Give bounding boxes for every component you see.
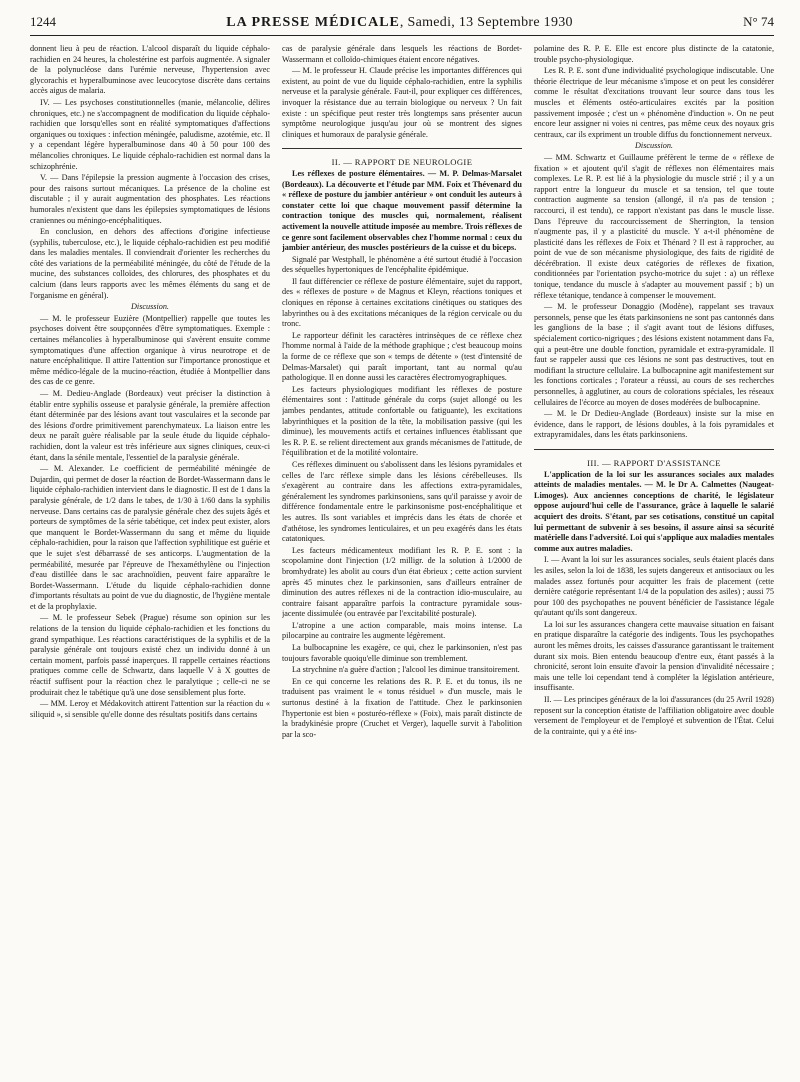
paragraph: Signalé par Westphall, le phénomène a été surtout étudié à l'occasion des séquelles hypertoniques de l'encéphalite épidémique.: [282, 254, 522, 275]
discussion-heading: Discussion.: [131, 302, 169, 312]
paragraph: cas de paralysie générale dans lesquels les réactions de Bordet-Wassermann et colloïdo-chimiques étaient encore négatives.: [282, 44, 522, 64]
paragraph: La strychnine n'a guère d'action ; l'alcool les diminue transitoirement.: [292, 665, 520, 675]
page-header: [30, 14, 774, 36]
paragraph: Il faut différencier ce réflexe de posture élémentaire, sujet du rapport, des « réflexes de posture » de Magnus et Kleyn, réactions toniques et cloniques en réponse à certaines excitations cinétiques ou statiques des labyrinthes ou à des excitations mécaniques de la région cervicale ou du tronc.: [282, 276, 522, 329]
paragraph: Les R. P. E. sont d'une individualité psychologique indiscutable. Une théorie électrique de leur mécanisme s'impose et on peut les considérer comme le résultat d'excitations trouvant leur source dans tous les muscles et éléments ostéo-articulaires excités par la position passivement imposée ; c'est un « phénomène d'induction ». On ne peut encore leur assigner ni voies ni centres, pas même ceux des noyaux gris centraux, car ils expriment un trouble diffus du fonctionnement nerveux.: [534, 66, 774, 139]
masthead: LA PRESSE MÉDICALE, Samedi, 13 Septembre 1930: [226, 15, 573, 30]
paragraph: — M. le professeur Sebek (Prague) résume son opinion sur les relations de la tension du liquide céphalo-rachidien et les fonctions du grand sympathique. Les réactions caractéristiques de la syphilis et de la paralysie générale ont toujours existé chez un individu donné à un certain moment, parfois passé inaperçues. Il rappelle certaines réactions pratiques comme celle de Schwartz, dans laquelle V à X gouttes de réactif suffisent pour la réaction chez le paralytique ; celle-ci ne se produirait chez le tabétique qu'à une dose sensiblement plus forte.: [30, 613, 270, 697]
paragraph: Ces réflexes diminuent ou s'abolissent dans les lésions pyramidales et celles de l'arc réflexe simple dans les lésions cérébelleuses. Ils s'exagèrent au contraire dans les affections extra-pyramidales, généralement les syndromes parkinsoniens, sans qu'il paraisse y avoir de différence fondamentale entre le parkinsonisme post-encéphalitique et les autres. Ils sont variables et imprécis dans les états de chorée et d'athétose, les syndromes lenticulaires, et un peu exagérés dans les états catatoniques.: [282, 459, 522, 544]
section-divider: [534, 449, 774, 450]
section-heading: II. — RAPPORT DE NEUROLOGIE: [331, 157, 473, 168]
discussion-heading: Discussion.: [635, 141, 673, 151]
paragraph: La bulbocapnine les exagère, ce qui, chez le parkinsonien, n'est pas toujours favorable quoiqu'elle diminue son tremblement.: [282, 643, 522, 663]
paragraph: L'atropine a une action comparable, mais moins intense. La pilocarpine au contraire les augmente légèrement.: [282, 620, 522, 641]
journal-title: LA PRESSE MÉDICALE: [226, 15, 400, 30]
paragraph-lead: L'application de la loi sur les assurances sociales aux malades atteints de maladies mentales. — M. le Dr A. Calmettes (Naugeat-Limoges). Aux anciennes conceptions de charité, le législateur oppose aujourd'hui celle de l'assurance, grâce à laquelle le salarié acquiert des droits. S'étant, par ses cotisations, constitué un capital lui permettant de subvenir à ses besoins, il assure ainsi sa sécurité matérielle dans l'adversité. Loi qui s'applique aux maladies mentales comme aux autres maladies.: [534, 469, 774, 553]
paragraph: — M. le professeur Euzière (Montpellier) rappelle que toutes les psychoses doivent être soupçonnées d'être symptomatiques. Exemple : certaines mélancolies à hyperalbuminose qui s'avèrent ensuite comme symptomatiques d'une affection organique à virus neurotrope et de nature encéphalitique. Il attire l'attention sur l'importance pronostique et même médico-légale de la mucino-réaction, étudiée à Montpellier dans des cas de ce genre.: [30, 313, 270, 387]
text-columns: [30, 44, 774, 1074]
paragraph: En conclusion, en dehors des affections d'origine infectieuse (syphilis, tuberculose, etc.), le liquide céphalo-rachidien est peu modifié dans les maladies mentales. Il conviendrait d'orienter les recherches du côté des variations de la perméabilité méningée, du côté de l'étude de la mucine, des substances colloïdes, des chlorures, des phosphates et du calcium (dans leurs rapports avec les mêmes éléments du sang et de l'organisme en général).: [30, 227, 270, 300]
paragraph: I. — Avant la loi sur les assurances sociales, seuls étaient placés dans les asiles, selon la loi de 1838, les sujets dangereux et antisociaux ou les malades assez fortunés pour acquitter les frais de placement (cette dernière catégorie représentant 1/4 de la population des asiles) ; aussi 75 pour 100 des psychopathes ne pouvent bénéficier de l'assistance légale qu'autant qu'ils sont dangereux.: [534, 555, 774, 618]
page-number: 1244: [30, 14, 56, 29]
paragraph: — M. le professeur H. Claude précise les importantes différences qui existent, au point de vue du liquide céphalo-rachidien, entre la syphilis nerveuse et la paralysie générale. Faut-il, pour expliquer ces différences, invoquer la résistance due au terrain biologique ou nerveux ? Un fait existe : un spécifique peut rester très longtemps sans présenter aucun symptôme neurologique jusqu'au jour où se montrent des signes cliniques et humoraux de paralysie générale.: [282, 66, 522, 139]
paragraph: — M. le professeur Donaggio (Modène), rappelant ses travaux personnels, pense que les états parkinsoniens ne sont pas cantonnés dans les ganglions de la base ; il s'agit avant tout de lésions diffuses, spécialement cortico-nigriques ; des lésions existent notamment dans Fa, qui a peut-être une double fonction, pyramidale et extra-pyramidale. Il faut se rappeler aussi que ces lésions ne sont pas destructives, tout en modifiant la structure cellulaire. La bulbocapnine agit manifestement sur les fonctions corticales ; l'orateur a réussi, au cours de ses recherches personnelles, à agglutiner, au cours de colorations spéciales, les réseaux cellulaires de l'écorce au moyen de doses modérées de bulbocapnine.: [534, 302, 774, 407]
paragraph: IV. — Les psychoses constitutionnelles (manie, mélancolie, délires chroniques, etc.) ne s'accompagnent de modification du liquide céphalo-rachidien que lorsqu'elles sont en réalité symptomatiques d'affections organiques ou toxiques : infection méningée, paludisme, azotémie, etc. Il y a cependant légère hyperalbuminose dans 40 à 50 pour 100 des mélancolies chroniques. Le liquide céphalo-rachidien est normal dans la schizophrénie.: [30, 97, 270, 171]
paragraph: Le rapporteur définit les caractères intrinsèques de ce réflexe chez l'homme normal à l'aide de la méthode graphique ; c'est beaucoup moins la forme de ce réflexe que son « temps de détente » (test d'intensité de Delmas-Marsalet) qui paraît important, tant au normal qu'au pathologique. Il en donne aussi les caractères électromyographiques.: [282, 330, 522, 383]
paragraph: — M. le Dr Dedieu-Anglade (Bordeaux) insiste sur la mise en évidence, dans le rapport, de lésions doubles, à la fois pyramidales et extrapyramidales, dans les états parkinsoniens.: [534, 409, 774, 440]
section-divider: [282, 148, 522, 149]
paragraph: II. — Les principes généraux de la loi d'assurances (du 25 Avril 1928) reposent sur la conception étatiste de l'affiliation obligatoire avec double versement de l'employeur et de l'employé et subvention de l'État. Celui de la contrainte, qui y a été ins-: [534, 695, 774, 736]
issue-number: N° 74: [743, 14, 774, 29]
paragraph: — MM. Leroy et Médakovitch attirent l'attention sur la réaction du « siliquid », si sensible qu'elle donne des résultats positifs dans certains: [30, 699, 270, 719]
paragraph: — M. Dedieu-Anglade (Bordeaux) veut préciser la distinction à établir entre syphilis osseuse et paralysie générale, la première affection étant déterminée par des lésions avant tout vasculaires et la seconde par des lésions d'ordre primitivement parenchymateux. La liaison entre les deux ne paraît guère réalisable par la seule étude du liquide céphalo-rachidien, dont la valeur est très inférieure aux signes cliniques, ceux-ci étant, dans la sénile mentale, l'essentiel de la paralysie générale.: [30, 389, 270, 462]
paragraph: — MM. Schwartz et Guillaume préfèrent le terme de « réflexe de fixation » et ajoutent qu'il s'agit de réflexes non élémentaires mais complexes. Le R. P. est lié à la physiologie du muscle strié ; il y a un rapport entre la longueur du muscle et sa tension, tel que toute contraction augmente sa tension (allongé, il n'a pas de tension ; raccourci, il est tendu), ce rapport n'existant pas dans le muscle lisse. Dans l'épreuve du raccourcissement de Sherrington, la tension n'augmente pas, il y a plasticité du muscle. Y a-t-il phénomène de plasticité dans les réflexes de Foix et Thénard ? Il est à rapprocher, au point de vue de son mécanisme physiologique, des faits de rigidité de décérébration. Il existe deux catégories de réflexes de fixation, conditionnées par l'orientation psycho-motrice du sujet : a) un réflexe tonique, tendance du muscle à s'adapter au mouvement passif ; b) un réflexe tétanique, tendance à compenser le mouvement.: [534, 152, 774, 300]
paragraph: Les facteurs physiologiques modifiant les réflexes de posture élémentaires sont : l'attitude générale du corps (sujet allongé ou les jambes pendantes, attitude confortable ou fatiguante), les excitations labyrinthiques et la position de la tête, la mobilisation passive (qui les diminue), les mouvements actifs et certaines influences établissant que les R. P. E. se relient directement aux grands mécanismes de l'attitude, de l'équilibration et de la motilité volontaire.: [282, 384, 522, 458]
column-1: [30, 44, 270, 1074]
paragraph: polamine des R. P. E. Elle est encore plus distincte de la catatonie, trouble psycho-physiologique.: [534, 44, 774, 64]
column-3: [534, 44, 774, 1074]
paragraph: Les facteurs médicamenteux modifiant les R. P. E. sont : la scopolamine dont l'injection (1/2 milligr. de la solution à 1/2000 de bromhydrate) les abolit au cours d'un état ébrieux ; cette action survient après 45 minutes chez le parkinsonien, sans d'ailleurs entraîner de diminution des autres réflexes ni de la contraction idio-musculaire, au contraire faisant apparaître parfois la contracture pyramidale sous-jacente dissimulée (ou entravée par l'excitabilité posturale).: [282, 545, 522, 619]
paragraph: donnent lieu à peu de réaction. L'alcool disparaît du liquide céphalo-rachidien en 24 heures, la cholestérine est parfois augmentée. A signaler de la polynucléose dans l'urémie nerveuse, l'hypertension avec glycorachis et hyperalbuminose avec leucocytose discrète dans certains accès aigus de malaria.: [30, 44, 270, 96]
paragraph: V. — Dans l'épilepsie la pression augmente à l'occasion des crises, pour des raisons surtout mécaniques. La présence de la choline est discutable ; il y aurait augmentation des phosphates. Les réactions humorales n'existent que dans les épilepsies symptomatiques de lésions craniennes ou méningo-encéphalitiques.: [30, 173, 270, 225]
section-heading: III. — RAPPORT D'ASSISTANCE: [587, 457, 721, 468]
paragraph-lead: Les réflexes de posture élémentaires. — M. P. Delmas-Marsalet (Bordeaux). La découverte et l'étude par MM. Foix et Thévenard du « réflexe de posture du jambier antérieur » ont conduit les auteurs à constater cette loi que chaque mouvement passif détermine la contraction tonique des muscles qui, normalement, réalisent activement la nouvelle attitude imposée au membre. Trois réflexes de ce genre sont facilement observables chez l'homme normal : ceux du jambier antérieur, des muscles postérieurs de la cuisse et du biceps.: [282, 168, 522, 253]
paragraph: La loi sur les assurances changera cette mauvaise situation en faisant en pratique disparaître la catégorie des indigents. Tous les psychopathes auront les mêmes droits, les caisses d'assurance garantissant le traitement durant six mois. Bien entendu beaucoup d'entre eux, étant passés à la chronicité, seront loin ensuite d'avoir la pension d'invalidité nécessaire ; mais une telle loi cependant tend à compléter la législation antérieure, insuffisante.: [534, 619, 774, 693]
issue-date: Samedi, 13 Septembre 1930: [407, 15, 573, 30]
paragraph: En ce qui concerne les relations des R. P. E. et du tonus, ils ne traduisent pas vraiment le « tonus résiduel » d'un muscle, mais le surtonus destiné à la fixation de l'attitude. Chez le parkinsonien l'hypertonie est bien « posturéo-réflexe » (Foix), mais paraît distincte de la bradykinésie propre (Cruchet et Verger), laquelle survit à l'abolition par la sco-: [282, 676, 522, 739]
paragraph: — M. Alexander. Le coefficient de perméabilité méningée de Dujardin, qui permet de doser la réaction de Bordet-Wassermann dans le liquide céphalo-rachidien intervient dans le diagnostic. Il est de 1 dans la paralysie générale, de 1/2 dans le tabes, de 1/30 à 1/60 dans la syphilis nerveuse. Dans certains cas de paralysie générale chez des sujets âgés et porteurs de symptômes de la série tabétique, cet index peut exister, alors que manquent le Bordet-Wassermann du sang et même du liquide céphalo-rachidien, pour la raison que l'affection syphilitique est guérie et que le sujet s'est débarrassé de ses anticorps. L'augmentation de la perméabilité, mesurée par l'épreuve de l'hexaméthylène ou l'injection d'eau distillée dans le sac arachnoïdien, peuvent faire apparaître le Bordet-Wassermann. L'étude du liquide céphalo-rachidien donne d'importants résultats au point de vue du diagnostic, de l'hygiène mentale et de la prophylaxie.: [30, 464, 270, 611]
column-2: [282, 44, 522, 1074]
